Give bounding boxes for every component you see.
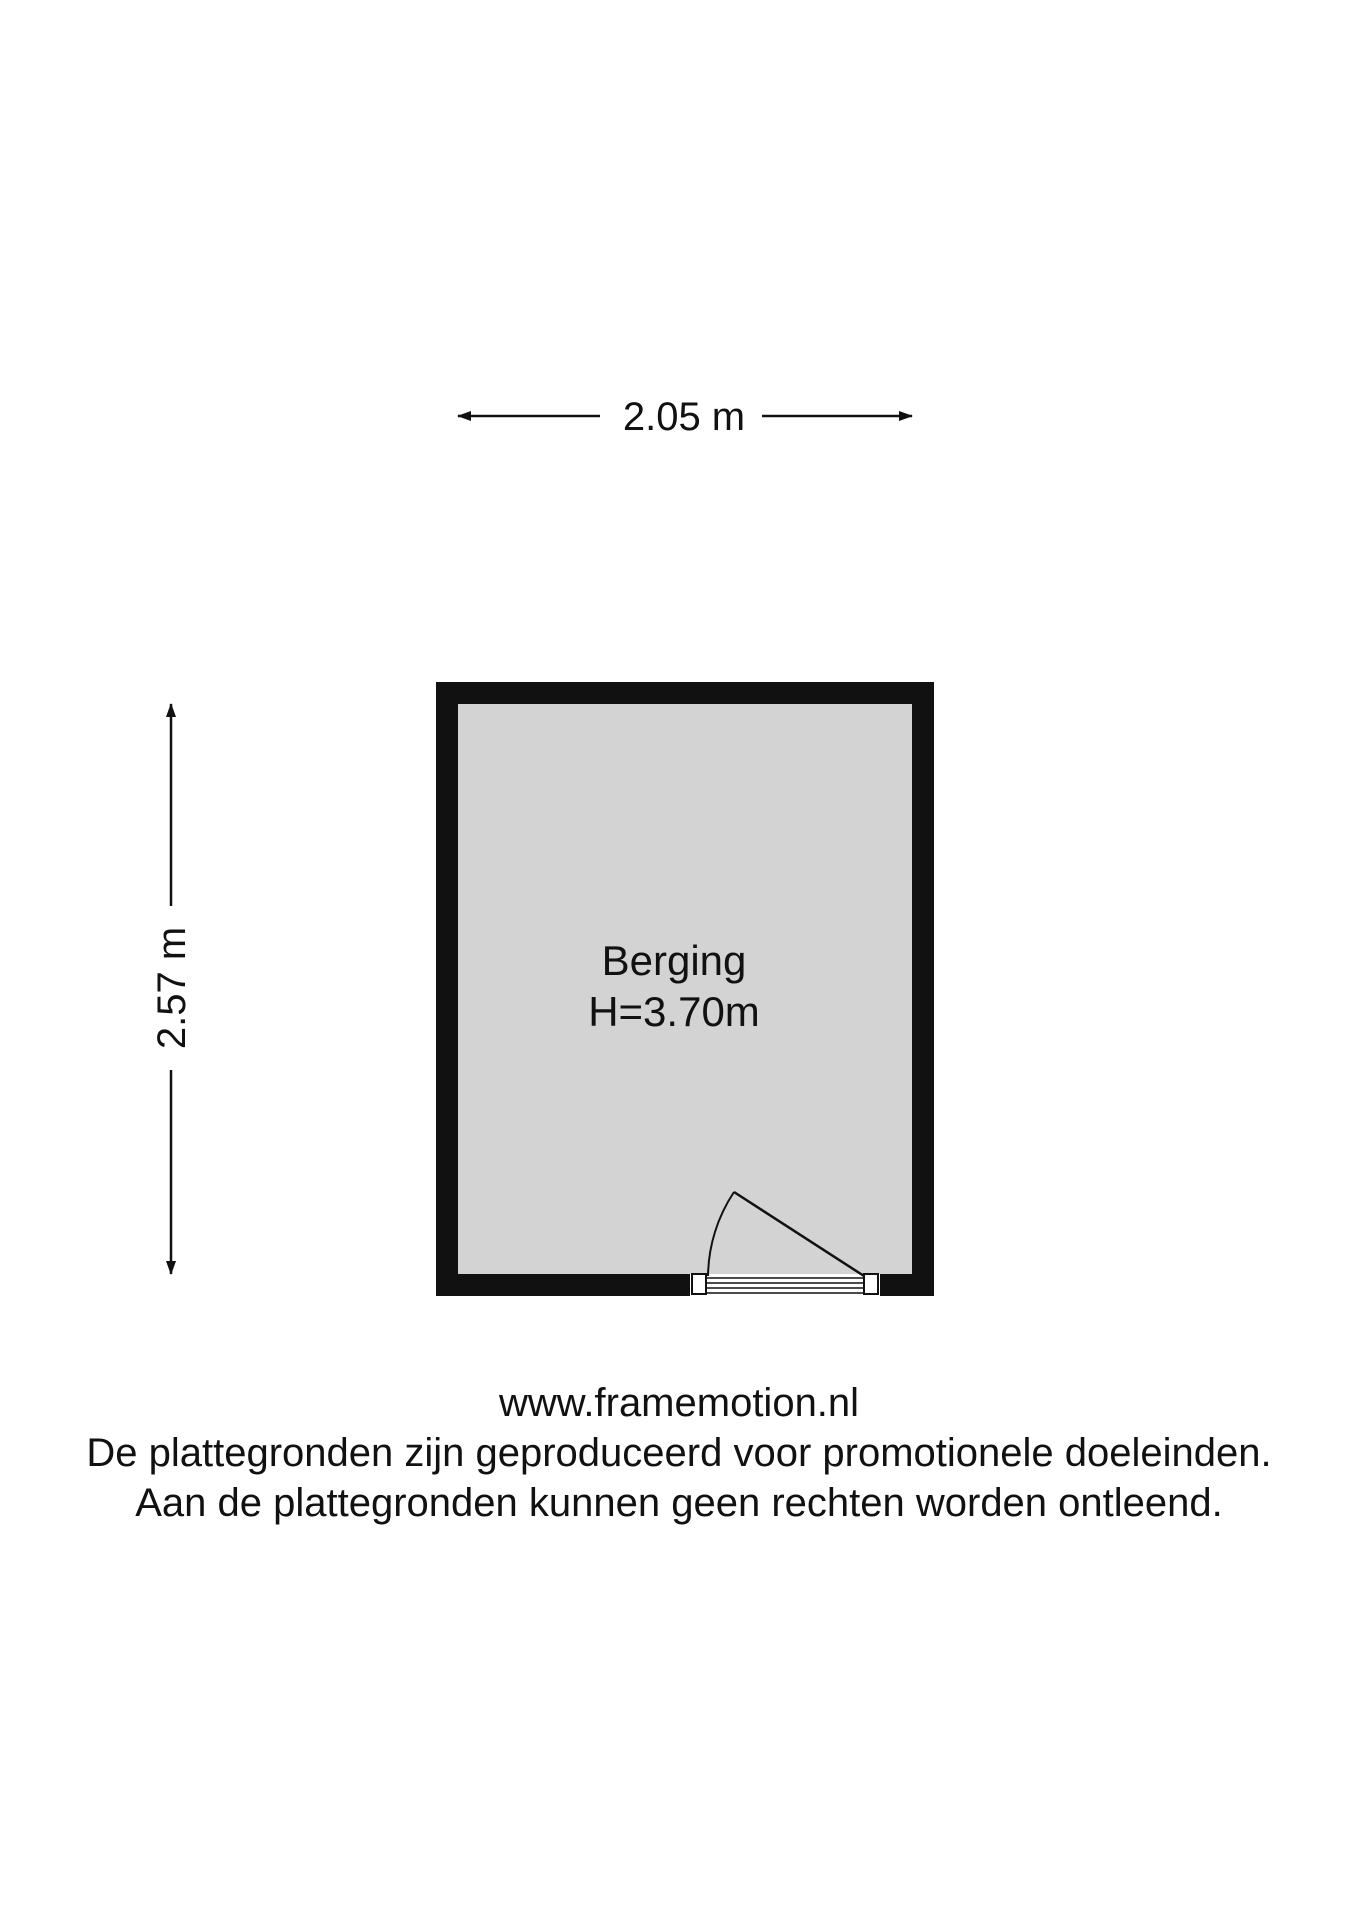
disclaimer-line-2: Aan de plattegronden kunnen geen rechten worden ontleend. bbox=[135, 1481, 1223, 1525]
door-jamb-right bbox=[864, 1274, 878, 1294]
room-name: Berging bbox=[601, 937, 747, 984]
length-dimension bbox=[150, 704, 194, 1274]
door-jamb-left bbox=[692, 1274, 706, 1294]
room-berging bbox=[436, 682, 934, 1296]
room-height: H=3.70m bbox=[588, 988, 760, 1035]
footer bbox=[0, 1378, 1358, 1528]
width-dimension bbox=[458, 395, 912, 439]
length-dimension-label: 2.57 m bbox=[150, 926, 194, 1050]
disclaimer-line-1: De plattegronden zijn geproduceerd voor promotionele doeleinden. bbox=[86, 1431, 1272, 1475]
width-dimension-label: 2.05 m bbox=[622, 395, 746, 439]
website-link[interactable]: www.framemotion.nl bbox=[498, 1381, 860, 1425]
